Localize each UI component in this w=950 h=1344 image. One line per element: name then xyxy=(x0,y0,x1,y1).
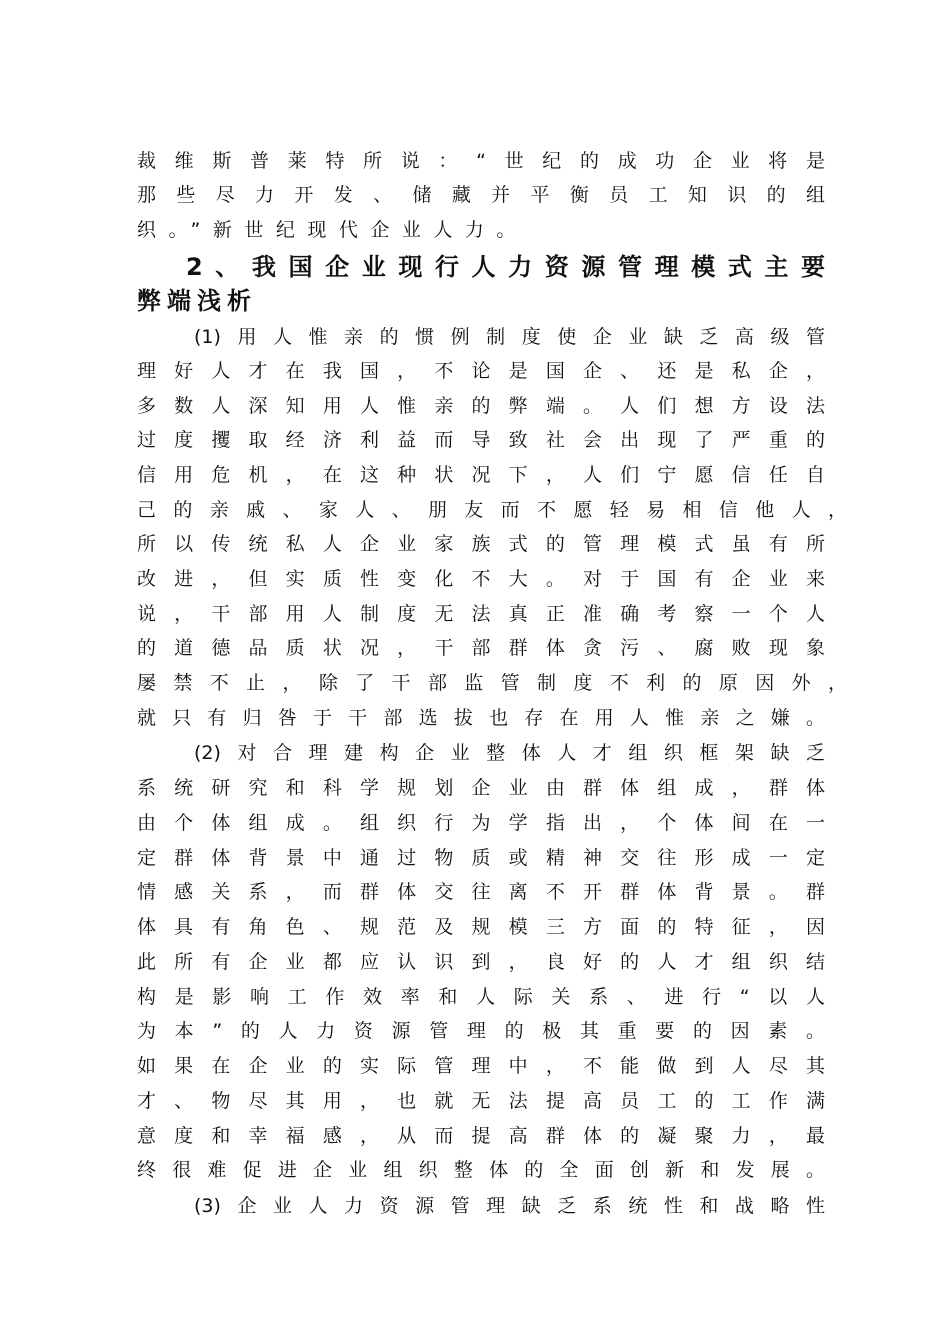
p2-line-2: 系统研究和科学规划企业由群体组成，群体 xyxy=(137,777,825,799)
p1-line-1: (1)用人惟亲的惯例制度使企业缺乏高级管 xyxy=(194,326,825,348)
p1-line-3: 多数人深知用人惟亲的弊端。人们想方设法 xyxy=(137,395,825,417)
section-heading-line-2: 弊端浅析 xyxy=(137,287,257,315)
p1-line-11: 屡禁不止，除了干部监管制度不利的原因外， xyxy=(137,672,847,694)
p3-line-1: (3)企业人力资源管理缺乏系统性和战略性 xyxy=(194,1195,825,1217)
p2-line-3: 由个体组成。组织行为学指出，个体间在一 xyxy=(137,812,825,834)
p1-line-4: 过度攫取经济利益而导致社会出现了严重的 xyxy=(137,429,825,451)
p1-line-2: 理好人才在我国，不论是国企、还是私企， xyxy=(137,360,825,382)
intro-line-3: 织。”新世纪现代企业人力。 xyxy=(137,219,528,241)
p1-line-9: 说，干部用人制度无法真正准确考察一个人 xyxy=(137,603,825,625)
p1-line-7: 所以传统私人企业家族式的管理模式虽有所 xyxy=(137,533,825,555)
p2-line-12: 意度和幸福感，从而提高群体的凝聚力，最 xyxy=(137,1125,825,1147)
p2-line-10: 如果在企业的实际管理中，不能做到人尽其 xyxy=(137,1055,825,1077)
p2-line-8: 构是影响工作效率和人际关系、进行“以人 xyxy=(137,986,825,1008)
p2-line-11: 才、物尽其用，也就无法提高员工的工作满 xyxy=(137,1090,825,1112)
p1-line-8: 改进，但实质性变化不大。对于国有企业来 xyxy=(137,568,825,590)
p2-line-4: 定群体背景中通过物质或精神交往形成一定 xyxy=(137,847,825,869)
p1-line-6: 己的亲戚、家人、朋友而不愿轻易相信他人， xyxy=(137,499,847,521)
section-heading-line-1: 2、我国企业现行人力资源管理模式主要 xyxy=(186,253,825,281)
p1-line-12: 就只有归咎于干部选拔也存在用人惟亲之嫌。 xyxy=(137,707,825,729)
p2-line-1: (2)对合理建构企业整体人才组织框架缺乏 xyxy=(194,742,825,764)
p2-line-9: 为本”的人力资源管理的极其重要的因素。 xyxy=(137,1020,825,1042)
p2-line-6: 体具有角色、规范及规模三方面的特征，因 xyxy=(137,916,825,938)
intro-line-1: 裁维斯普莱特所说：“世纪的成功企业将是 xyxy=(137,150,825,172)
p2-line-5: 情感关系，而群体交往离不开群体背景。群 xyxy=(137,881,825,903)
p2-line-7: 此所有企业都应认识到，良好的人才组织结 xyxy=(137,951,825,973)
intro-line-2: 那些尽力开发、储藏并平衡员工知识的组 xyxy=(137,184,825,206)
p1-line-10: 的道德品质状况，干部群体贪污、腐败现象 xyxy=(137,637,825,659)
p1-line-5: 信用危机，在这种状况下，人们宁愿信任自 xyxy=(137,464,825,486)
p2-line-13: 终很难促进企业组织整体的全面创新和发展。 xyxy=(137,1159,825,1181)
